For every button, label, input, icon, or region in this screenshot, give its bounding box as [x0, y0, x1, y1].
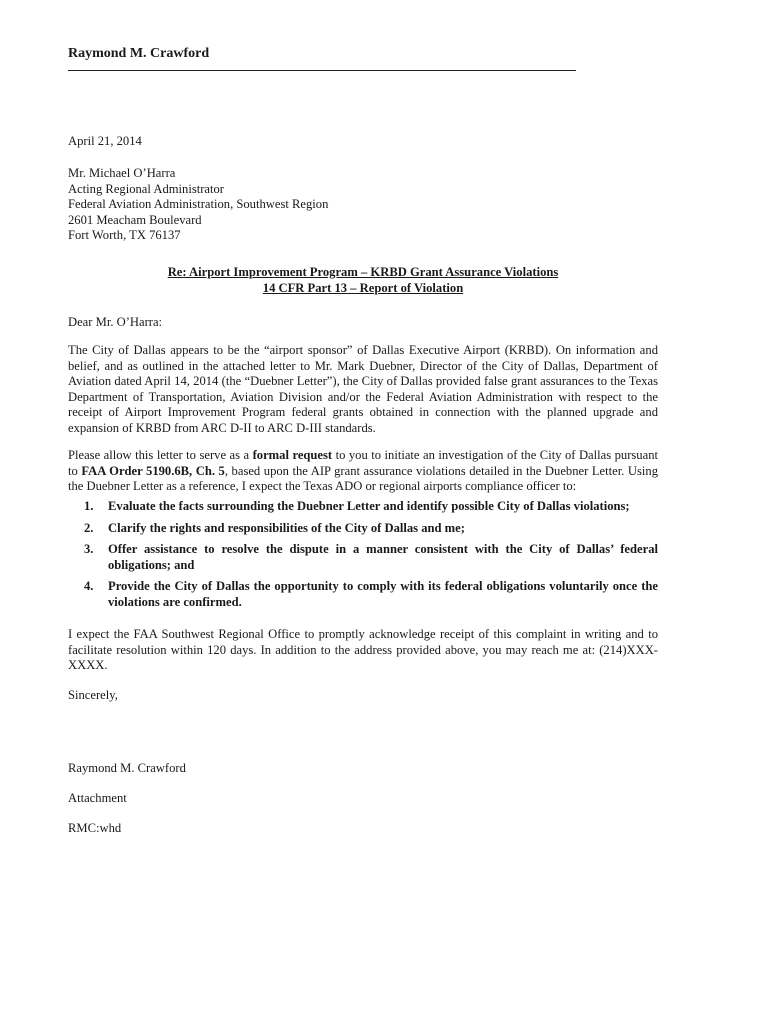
- para2-text-1: Please allow this letter to serve as a: [68, 448, 253, 462]
- typist-initials: RMC:whd: [68, 821, 122, 835]
- body-paragraph-2: [68, 448, 658, 495]
- list-item: [84, 542, 658, 573]
- signature-name: Raymond M. Crawford: [68, 761, 186, 775]
- list-item-text: Clarify the rights and responsibilities of the City of Dallas and me;: [108, 520, 465, 535]
- list-item-number: 2.: [84, 520, 94, 535]
- list-item-number: 4.: [84, 579, 94, 593]
- para2-bold-faa-order: FAA Order 5190.6B, Ch. 5: [81, 463, 225, 478]
- salutation: Dear Mr. O’Harra:: [68, 315, 163, 329]
- recipient-name: Mr. Michael O’Harra: [68, 166, 176, 180]
- attachment-note: Attachment: [68, 791, 127, 805]
- recipient-organization: Federal Aviation Administration, Southwest Region: [68, 197, 329, 211]
- body-paragraph-3: I expect the FAA Southwest Regional Office to promptly acknowledge receipt of this complaint in writing and to facilitate resolution within 120 days. In addition to the address provided above, you may reach me at: (214)XXX-XXXX.: [68, 627, 658, 672]
- para2-text-3: , based upon the AIP grant assurance violations detailed in the Duebner Letter. Using the Duebner Letter as a reference, I expect the Texas ADO or regional airports compliance officer to:: [68, 463, 658, 493]
- subject-line-2: 14 CFR Part 13 – Report of Violation: [262, 280, 464, 295]
- body-paragraph-1: The City of Dallas appears to be the “airport sponsor” of Dallas Executive Airport (KRBD). On information and belief, and as outlined in the attached letter to Mr. Mark Duebner, Director of the City of Dallas, Department of Aviation dated April 14, 2014 (the “Duebner Letter”), the City of Dallas provided false grant assurances to the Texas Department of Transportation, Aviation Division and/or the Federal Aviation Administration with respect to the receipt of Airport Improvement Program federal grants obtained in connection with the planned upgrade and expansion of KRBD from ARC D-II to ARC D-III standards.: [68, 343, 658, 435]
- letter-date: April 21, 2014: [68, 134, 142, 148]
- recipient-street: 2601 Meacham Boulevard: [68, 212, 202, 227]
- list-item-text: Provide the City of Dallas the opportunity to comply with its federal obligations voluntarily once the violations are confirmed.: [108, 579, 658, 609]
- subject-line-1: Re: Airport Improvement Program – KRBD Grant Assurance Violations: [167, 265, 559, 279]
- list-item: [84, 499, 658, 515]
- closing: Sincerely,: [68, 688, 118, 702]
- list-item: [84, 579, 658, 610]
- list-item-text: Evaluate the facts surrounding the Duebner Letter and identify possible City of Dallas violations;: [108, 499, 630, 513]
- recipient-city: Fort Worth, TX 76137: [68, 228, 181, 242]
- para2-text-2: to you to initiate an investigation of the City of Dallas pursuant to: [68, 448, 658, 478]
- subject-line: [68, 265, 658, 296]
- letterhead-rule: [68, 70, 576, 71]
- para2-bold-formal-request: formal request: [252, 448, 333, 462]
- list-item: [84, 521, 658, 537]
- list-item-number: 3.: [84, 542, 94, 556]
- recipient-title: Acting Regional Administrator: [68, 181, 225, 196]
- request-list: [84, 499, 658, 616]
- list-item-number: 1.: [84, 499, 94, 513]
- list-item-text: Offer assistance to resolve the dispute in a manner consistent with the City of Dallas’ federal obligations; and: [108, 542, 658, 572]
- recipient-address: [68, 166, 658, 244]
- letterhead-name: Raymond M. Crawford: [68, 46, 210, 61]
